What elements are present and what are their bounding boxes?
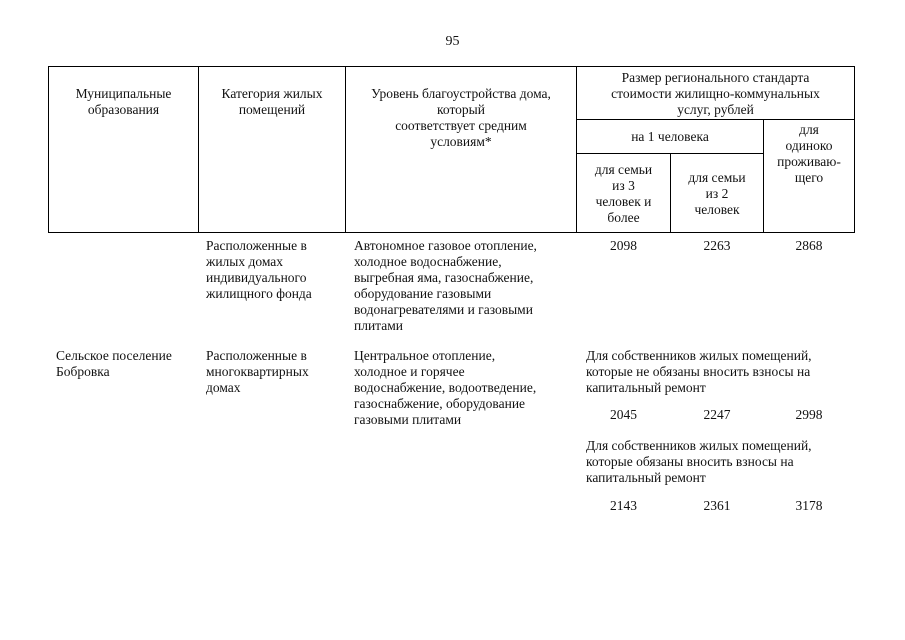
header-size-underline (576, 119, 854, 120)
header-category: Категория жилых помещений (221, 86, 323, 117)
row1-value-family2: 2263 (703, 238, 731, 253)
row1-value-single: 2868 (795, 238, 823, 253)
row2-municipality: Сельское поселение Бобровка (56, 348, 172, 379)
header-right-border (854, 66, 855, 233)
header-family-2: для семьи из 2 человек (688, 170, 746, 217)
row2-a-value-family3: 2045 (610, 407, 637, 422)
header-level: Уровень благоустройства дома, который соответствует средним условиям* (371, 86, 551, 149)
row2-b-value-family2: 2361 (703, 498, 731, 513)
row2-note-no-capital-repair: Для собственников жилых помещений, которые не обязаны вносить взносы на капитальный ремонт (586, 348, 812, 395)
header-size: Размер регионального стандарта стоимости жилищно-коммунальных услуг, рублей (611, 70, 820, 117)
row2-b-value-single: 3178 (795, 498, 823, 513)
row1-value-family3: 2098 (610, 238, 637, 253)
header-single-person: для одиноко проживаю- щего (777, 122, 841, 185)
header-per-person: на 1 человека (631, 129, 709, 144)
header-top-border (48, 66, 854, 67)
row2-a-value-single: 2998 (795, 407, 823, 422)
row2-category: Расположенные в многоквартирных домах (206, 348, 309, 395)
row2-a-value-family2: 2247 (703, 407, 731, 422)
row1-category: Расположенные в жилых домах индивидуального жилищного фонда (206, 238, 312, 301)
row2-b-value-family3: 2143 (610, 498, 637, 513)
row2-note-with-capital-repair: Для собственников жилых помещений, которые обязаны вносить взносы на капитальный ремонт (586, 438, 812, 485)
header-bottom-border (48, 232, 854, 233)
row1-level: Автономное газовое отопление, холодное водоснабжение, выгребная яма, газоснабжение, оборудование газовыми водонагревателями и газовыми плитами (354, 238, 537, 333)
row2-level: Центральное отопление, холодное и горячее водоснабжение, водоотведение, газоснабжение, оборудование газовыми плитами (354, 348, 537, 427)
header-family-3: для семьи из 3 человек и более (594, 162, 653, 225)
page-number: 95 (445, 34, 460, 49)
header-municipality: Муниципальные образования (75, 86, 172, 117)
